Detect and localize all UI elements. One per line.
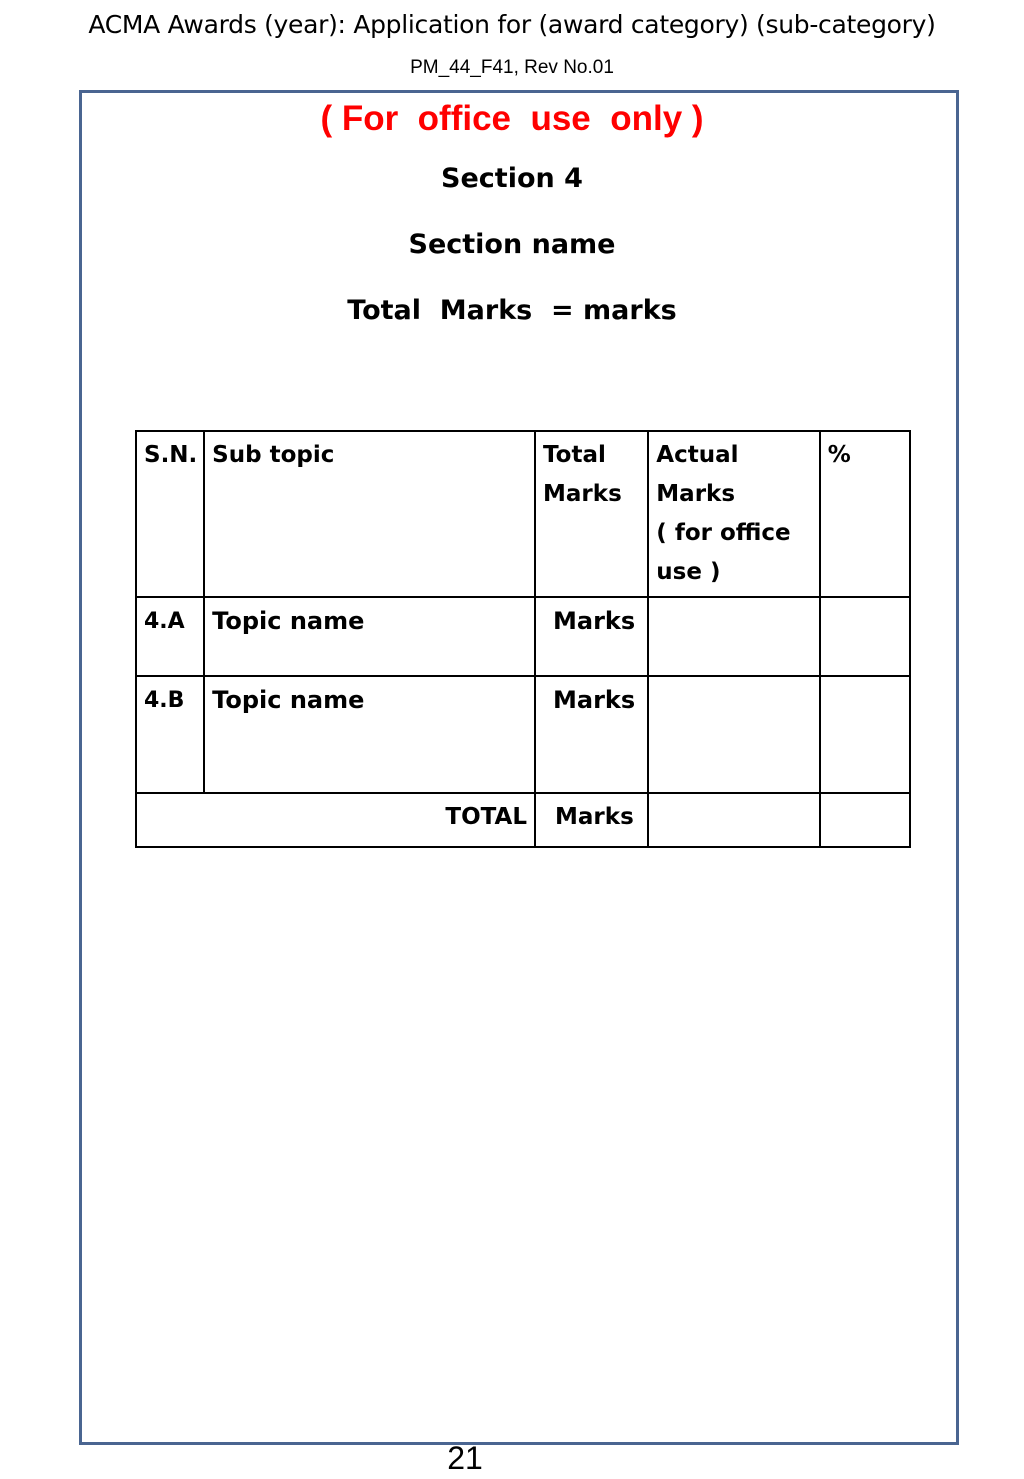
section-name-heading: Section name [408,229,616,260]
row-topic: Topic name [204,676,535,793]
header-actual-marks [648,431,819,597]
header-actual-marks-line3: use ) [656,559,721,585]
header-sn: S.N. [136,431,204,597]
table-header-row [136,431,910,597]
document-title: ACMA Awards (year): Application for (award category) (sub-category) [88,10,936,39]
table-row [136,676,910,793]
office-use-banner: ( For office use only ) [320,99,704,138]
section-number-heading: Section 4 [441,163,583,194]
document-code: PM_44_F41, Rev No.01 [410,57,614,78]
row-total-marks: Marks [535,597,648,676]
row-actual-marks[interactable] [648,676,819,793]
header-total-marks-line1: Total [543,442,606,468]
total-percent[interactable] [820,793,910,847]
total-marks-value: Marks [535,793,648,847]
page-number: 21 [447,1440,483,1476]
row-sn: 4.A [136,597,204,676]
header-actual-marks-line1: Actual Marks [656,442,739,507]
header-total-marks [535,431,648,597]
total-marks-heading: Total Marks = marks [347,295,677,326]
row-percent[interactable] [820,676,910,793]
row-actual-marks[interactable] [648,597,819,676]
table-total-row [136,793,910,847]
total-label: TOTAL [136,793,535,847]
header-sub-topic: Sub topic [204,431,535,597]
row-percent[interactable] [820,597,910,676]
header-total-marks-line2: Marks [543,481,622,507]
row-total-marks: Marks [535,676,648,793]
marks-table [135,430,911,848]
row-topic: Topic name [204,597,535,676]
table-row [136,597,910,676]
header-percent: % [820,431,910,597]
total-actual-marks[interactable] [648,793,819,847]
header-actual-marks-line2: ( for office [656,520,791,546]
row-sn: 4.B [136,676,204,793]
